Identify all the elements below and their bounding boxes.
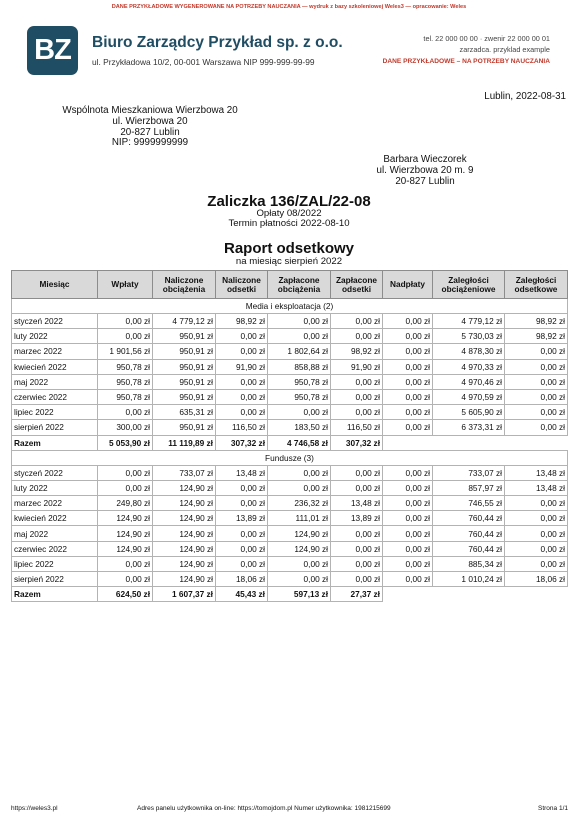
footer-page-number: Strona 1/1 — [538, 805, 568, 812]
sum-amount: 45,43 zł — [216, 587, 268, 602]
company-name: Biuro Zarządcy Przykład sp. z o.o. — [92, 34, 343, 51]
amount-cell: 0,00 zł — [98, 556, 153, 571]
month-cell: sierpień 2022 — [12, 420, 98, 435]
column-header: Naliczone obciążenia — [153, 271, 216, 299]
report-title: Raport odsetkowy — [223, 240, 355, 257]
amount-cell: 0,00 zł — [331, 572, 383, 587]
sender-line: 20-827 Lublin — [120, 126, 180, 138]
amount-cell: 124,90 zł — [153, 526, 216, 541]
recipient-line: Barbara Wieczorek — [383, 154, 467, 165]
amount-cell: 0,00 zł — [505, 374, 568, 389]
amount-cell: 124,90 zł — [98, 541, 153, 556]
amount-cell: 0,00 zł — [331, 329, 383, 344]
empty-cell — [505, 587, 568, 602]
table-row — [12, 405, 568, 420]
amount-cell: 1 901,56 zł — [98, 344, 153, 359]
amount-cell: 111,01 zł — [268, 511, 331, 526]
amount-cell: 18,06 zł — [505, 572, 568, 587]
empty-cell — [505, 435, 568, 450]
amount-cell: 760,44 zł — [433, 541, 505, 556]
document-title: Zaliczka 136/ZAL/22-08 — [207, 193, 371, 210]
amount-cell: 4 779,12 zł — [433, 314, 505, 329]
sum-amount: 624,50 zł — [98, 587, 153, 602]
amount-cell: 0,00 zł — [383, 465, 433, 480]
sample-data-banner: DANE PRZYKŁADOWE WYGENEROWANE NA POTRZEBY NAUCZANIA — wydruk z bazy szkoleniowej Weles3 — opracowanie: Weles — [111, 4, 467, 10]
recipient-address — [350, 155, 500, 187]
amount-cell: 0,00 zł — [383, 480, 433, 495]
amount-cell: 0,00 zł — [383, 374, 433, 389]
amount-cell: 0,00 zł — [216, 389, 268, 404]
amount-cell: 0,00 zł — [383, 420, 433, 435]
table-row — [12, 572, 568, 587]
footer-user-panel: Adres panelu użytkownika on-line: https://tomojdom.pl Numer użytkownika: 1981215699 — [137, 805, 391, 812]
amount-cell: 0,00 zł — [216, 405, 268, 420]
amount-cell: 0,00 zł — [383, 314, 433, 329]
amount-cell: 98,92 zł — [331, 344, 383, 359]
amount-cell: 950,91 zł — [153, 420, 216, 435]
month-cell: sierpień 2022 — [12, 572, 98, 587]
group-name: Media i eksploatacja (2) — [12, 299, 568, 314]
amount-cell: 98,92 zł — [505, 329, 568, 344]
amount-cell: 0,00 zł — [505, 359, 568, 374]
month-cell: maj 2022 — [12, 526, 98, 541]
amount-cell: 0,00 zł — [98, 314, 153, 329]
empty-cell — [433, 587, 505, 602]
amount-cell: 950,91 zł — [153, 374, 216, 389]
amount-cell: 0,00 zł — [383, 511, 433, 526]
amount-cell: 0,00 zł — [505, 405, 568, 420]
table-row — [12, 526, 568, 541]
amount-cell: 0,00 zł — [268, 314, 331, 329]
month-cell: czerwiec 2022 — [12, 389, 98, 404]
month-cell: marzec 2022 — [12, 344, 98, 359]
amount-cell: 0,00 zł — [505, 496, 568, 511]
amount-cell: 124,90 zł — [153, 556, 216, 571]
amount-cell: 760,44 zł — [433, 526, 505, 541]
column-header: Zaległości obciążeniowe — [433, 271, 505, 299]
amount-cell: 0,00 zł — [98, 465, 153, 480]
company-logo: BZ — [27, 26, 78, 75]
amount-cell: 0,00 zł — [98, 329, 153, 344]
amount-cell: 760,44 zł — [433, 511, 505, 526]
sum-amount: 307,32 zł — [331, 435, 383, 450]
amount-cell: 0,00 zł — [383, 496, 433, 511]
empty-cell — [383, 587, 433, 602]
amount-cell: 0,00 zł — [268, 556, 331, 571]
column-header: Wpłaty — [98, 271, 153, 299]
sender-line: Wspólnota Mieszkaniowa Wierzbowa 20 — [62, 105, 238, 116]
sender-line: NIP: 9999999999 — [111, 137, 189, 149]
month-cell: maj 2022 — [12, 374, 98, 389]
month-cell: lipiec 2022 — [12, 405, 98, 420]
amount-cell: 0,00 zł — [216, 344, 268, 359]
amount-cell: 0,00 zł — [505, 526, 568, 541]
amount-cell: 4 970,33 zł — [433, 359, 505, 374]
sum-amount: 27,37 zł — [331, 587, 383, 602]
company-phone: tel. 22 000 00 00 · zwenir 22 000 00 01 — [423, 34, 550, 43]
amount-cell: 13,48 zł — [505, 480, 568, 495]
amount-cell: 0,00 zł — [268, 572, 331, 587]
amount-cell: 0,00 zł — [383, 572, 433, 587]
amount-cell: 1 010,24 zł — [433, 572, 505, 587]
amount-cell: 13,89 zł — [331, 511, 383, 526]
amount-cell: 0,00 zł — [331, 465, 383, 480]
table-row — [12, 420, 568, 435]
month-cell: luty 2022 — [12, 480, 98, 495]
amount-cell: 6 373,31 zł — [433, 420, 505, 435]
amount-cell: 124,90 zł — [153, 496, 216, 511]
amount-cell: 950,78 zł — [268, 374, 331, 389]
group-name: Fundusze (3) — [12, 450, 568, 465]
amount-cell: 98,92 zł — [216, 314, 268, 329]
amount-cell: 0,00 zł — [383, 526, 433, 541]
amount-cell: 0,00 zł — [268, 465, 331, 480]
amount-cell: 858,88 zł — [268, 359, 331, 374]
table-row — [12, 374, 568, 389]
amount-cell: 733,07 zł — [153, 465, 216, 480]
amount-cell: 5 730,03 zł — [433, 329, 505, 344]
month-cell: czerwiec 2022 — [12, 541, 98, 556]
empty-cell — [383, 435, 433, 450]
amount-cell: 183,50 zł — [268, 420, 331, 435]
amount-cell: 0,00 zł — [216, 480, 268, 495]
amount-cell: 13,48 zł — [216, 465, 268, 480]
amount-cell: 1 802,64 zł — [268, 344, 331, 359]
amount-cell: 124,90 zł — [153, 541, 216, 556]
amount-cell: 0,00 zł — [331, 314, 383, 329]
company-address: ul. Przykładowa 10/2, 00-001 Warszawa NIP 999-999-99-99 — [92, 57, 315, 67]
amount-cell: 13,89 zł — [216, 511, 268, 526]
sum-label: Razem — [12, 587, 98, 602]
table-row — [12, 329, 568, 344]
amount-cell: 0,00 zł — [331, 556, 383, 571]
fees-period: Opłaty 08/2022 — [256, 208, 322, 219]
amount-cell: 950,78 zł — [98, 389, 153, 404]
table-row — [12, 389, 568, 404]
month-cell: marzec 2022 — [12, 496, 98, 511]
amount-cell: 91,90 zł — [216, 359, 268, 374]
amount-cell: 0,00 zł — [383, 405, 433, 420]
amount-cell: 0,00 zł — [383, 541, 433, 556]
amount-cell: 885,34 zł — [433, 556, 505, 571]
table-row — [12, 556, 568, 571]
amount-cell: 746,55 zł — [433, 496, 505, 511]
amount-cell: 124,90 zł — [268, 541, 331, 556]
table-row — [12, 344, 568, 359]
amount-cell: 116,50 zł — [216, 420, 268, 435]
sum-amount: 11 119,89 zł — [153, 435, 216, 450]
amount-cell: 13,48 zł — [505, 465, 568, 480]
amount-cell: 0,00 zł — [383, 359, 433, 374]
amount-cell: 91,90 zł — [331, 359, 383, 374]
amount-cell: 0,00 zł — [216, 374, 268, 389]
amount-cell: 0,00 zł — [505, 541, 568, 556]
amount-cell: 0,00 zł — [505, 511, 568, 526]
report-subtitle: na miesiąc sierpień 2022 — [235, 256, 343, 267]
sum-label: Razem — [12, 435, 98, 450]
group-header-row — [12, 299, 568, 314]
amount-cell: 0,00 zł — [268, 329, 331, 344]
amount-cell: 116,50 zł — [331, 420, 383, 435]
amount-cell: 0,00 zł — [383, 556, 433, 571]
amount-cell: 0,00 zł — [383, 389, 433, 404]
amount-cell: 124,90 zł — [153, 572, 216, 587]
sum-amount: 1 607,37 zł — [153, 587, 216, 602]
amount-cell: 124,90 zł — [153, 480, 216, 495]
column-header: Nadpłaty — [383, 271, 433, 299]
table-row — [12, 480, 568, 495]
amount-cell: 4 878,30 zł — [433, 344, 505, 359]
amount-cell: 950,91 zł — [153, 389, 216, 404]
table-row — [12, 359, 568, 374]
amount-cell: 950,78 zł — [98, 374, 153, 389]
amount-cell: 950,78 zł — [98, 359, 153, 374]
table-row — [12, 511, 568, 526]
amount-cell: 124,90 zł — [268, 526, 331, 541]
table-row — [12, 496, 568, 511]
amount-cell: 0,00 zł — [383, 344, 433, 359]
amount-cell: 0,00 zł — [383, 329, 433, 344]
month-cell: luty 2022 — [12, 329, 98, 344]
table-row — [12, 465, 568, 480]
amount-cell: 0,00 zł — [331, 480, 383, 495]
amount-cell: 300,00 zł — [98, 420, 153, 435]
sum-row — [12, 587, 568, 602]
amount-cell: 249,80 zł — [98, 496, 153, 511]
amount-cell: 0,00 zł — [216, 541, 268, 556]
amount-cell: 0,00 zł — [331, 526, 383, 541]
empty-cell — [433, 435, 505, 450]
month-cell: lipiec 2022 — [12, 556, 98, 571]
sum-row — [12, 435, 568, 450]
amount-cell: 4 970,59 zł — [433, 389, 505, 404]
amount-cell: 124,90 zł — [98, 511, 153, 526]
column-header: Zapłacone odsetki — [331, 271, 383, 299]
table-row — [12, 314, 568, 329]
month-cell: kwiecień 2022 — [12, 359, 98, 374]
document-date: Lublin, 2022-08-31 — [484, 91, 566, 102]
amount-cell: 0,00 zł — [268, 405, 331, 420]
amount-cell: 124,90 zł — [153, 511, 216, 526]
month-cell: styczeń 2022 — [12, 465, 98, 480]
sum-amount: 597,13 zł — [268, 587, 331, 602]
sender-line: ul. Wierzbowa 20 — [112, 115, 188, 127]
amount-cell: 950,91 zł — [153, 359, 216, 374]
amount-cell: 857,97 zł — [433, 480, 505, 495]
column-header: Zaległości odsetkowe — [505, 271, 568, 299]
amount-cell: 0,00 zł — [331, 374, 383, 389]
sender-address — [40, 106, 260, 149]
amount-cell: 0,00 zł — [216, 526, 268, 541]
amount-cell: 0,00 zł — [216, 329, 268, 344]
amount-cell: 0,00 zł — [216, 496, 268, 511]
group-header-row — [12, 450, 568, 465]
column-header: Miesiąc — [12, 271, 98, 299]
amount-cell: 0,00 zł — [331, 389, 383, 404]
sum-amount: 307,32 zł — [216, 435, 268, 450]
month-cell: styczeń 2022 — [12, 314, 98, 329]
amount-cell: 236,32 zł — [268, 496, 331, 511]
amount-cell: 0,00 zł — [505, 556, 568, 571]
amount-cell: 0,00 zł — [216, 556, 268, 571]
sum-amount: 5 053,90 zł — [98, 435, 153, 450]
amount-cell: 0,00 zł — [331, 541, 383, 556]
amount-cell: 98,92 zł — [505, 314, 568, 329]
amount-cell: 0,00 zł — [268, 480, 331, 495]
amount-cell: 950,78 zł — [268, 389, 331, 404]
recipient-line: ul. Wierzbowa 20 m. 9 — [376, 164, 474, 176]
company-email: zarzadca. przyklad example — [459, 45, 550, 54]
sample-notice: DANE PRZYKŁADOWE – NA POTRZEBY NAUCZANIA — [382, 58, 550, 65]
recipient-line: 20-827 Lublin — [395, 175, 455, 187]
amount-cell: 4 779,12 zł — [153, 314, 216, 329]
amount-cell: 635,31 zł — [153, 405, 216, 420]
amount-cell: 950,91 zł — [153, 329, 216, 344]
amount-cell: 18,06 zł — [216, 572, 268, 587]
amount-cell: 0,00 zł — [98, 572, 153, 587]
amount-cell: 4 970,46 zł — [433, 374, 505, 389]
amount-cell: 0,00 zł — [331, 405, 383, 420]
amount-cell: 0,00 zł — [505, 389, 568, 404]
amount-cell: 124,90 zł — [98, 526, 153, 541]
column-header: Naliczone odsetki — [216, 271, 268, 299]
table-row — [12, 541, 568, 556]
column-header: Zapłacone obciążenia — [268, 271, 331, 299]
table-header-row — [12, 271, 568, 299]
amount-cell: 0,00 zł — [98, 405, 153, 420]
amount-cell: 13,48 zł — [331, 496, 383, 511]
interest-report-table — [11, 270, 568, 602]
amount-cell: 5 605,90 zł — [433, 405, 505, 420]
month-cell: kwiecień 2022 — [12, 511, 98, 526]
amount-cell: 0,00 zł — [505, 344, 568, 359]
sum-amount: 4 746,58 zł — [268, 435, 331, 450]
amount-cell: 0,00 zł — [505, 420, 568, 435]
amount-cell: 950,91 zł — [153, 344, 216, 359]
footer-website: https://weles3.pl — [11, 805, 58, 812]
amount-cell: 733,07 zł — [433, 465, 505, 480]
due-date: Termin płatności 2022-08-10 — [228, 218, 350, 229]
amount-cell: 0,00 zł — [98, 480, 153, 495]
